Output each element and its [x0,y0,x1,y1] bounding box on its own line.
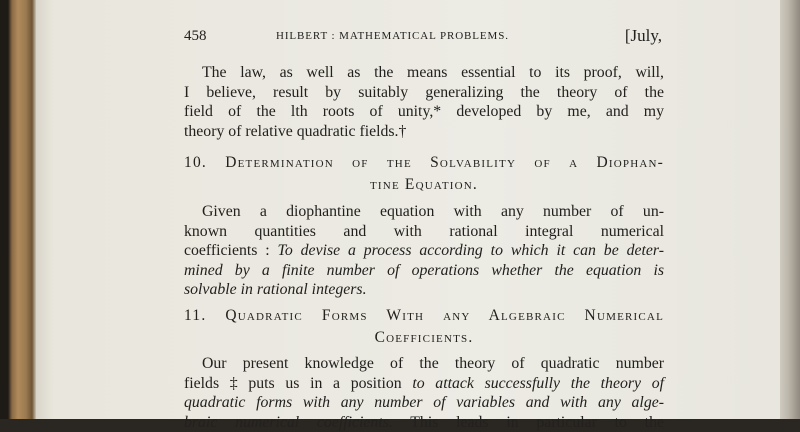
text-line: I believe, result by suitably generalizing the theory of the [184,83,664,101]
page-number: 458 [184,28,207,44]
running-title: HILBERT : MATHEMATICAL PROBLEMS. [276,30,509,42]
section-heading-line: Coefficients. [374,329,474,346]
text-line [184,374,664,394]
text-line [184,241,664,261]
text-line: field of the lth roots of unity,* developed by me, and my [184,103,664,121]
text-line: known quantities and with rational integral numerical [184,222,664,240]
text-line: theory of relative quadratic fields.† [184,122,407,140]
section-11-body [184,354,664,432]
text-plain: This leads in particular to the [392,413,664,431]
section-10-heading [184,152,664,196]
section-heading-line: tine Equation. [370,176,478,193]
text-line: The law, as well as the means essential to its proof, will, [202,64,664,81]
text-line: mined by a finite number of operations whether the equation is [184,261,664,279]
section-10-body [184,202,664,300]
paragraph-reciprocity-law [184,63,664,141]
page-edge [780,0,800,419]
text-italic: to attack successfully the theory of [412,374,664,392]
header-date: [July, [624,26,662,45]
book-spine [0,0,40,419]
page-header [184,26,664,50]
text-line: Given a diophantine equation with any number of un- [202,203,664,220]
section-11-heading [184,305,664,349]
text-line: Our present knowledge of the theory of quadratic number [202,355,664,372]
text-italic: To devise a process according to which it can be deter- [277,242,664,260]
text-plain: coefficients : [184,242,278,260]
text-line [184,413,664,432]
text-line: quadratic forms with any number of variables and with any alge- [184,394,664,412]
text-line: solvable in rational integers. [184,281,367,299]
text-plain: fields ‡ puts us in a position [184,374,413,392]
section-heading-line: 11. Quadratic Forms With any Algebraic Numerical [184,307,664,324]
section-heading-line: 10. Determination of the Solvability of a Diophan- [184,154,664,171]
text-italic: braic numerical coefficients. [184,413,393,431]
